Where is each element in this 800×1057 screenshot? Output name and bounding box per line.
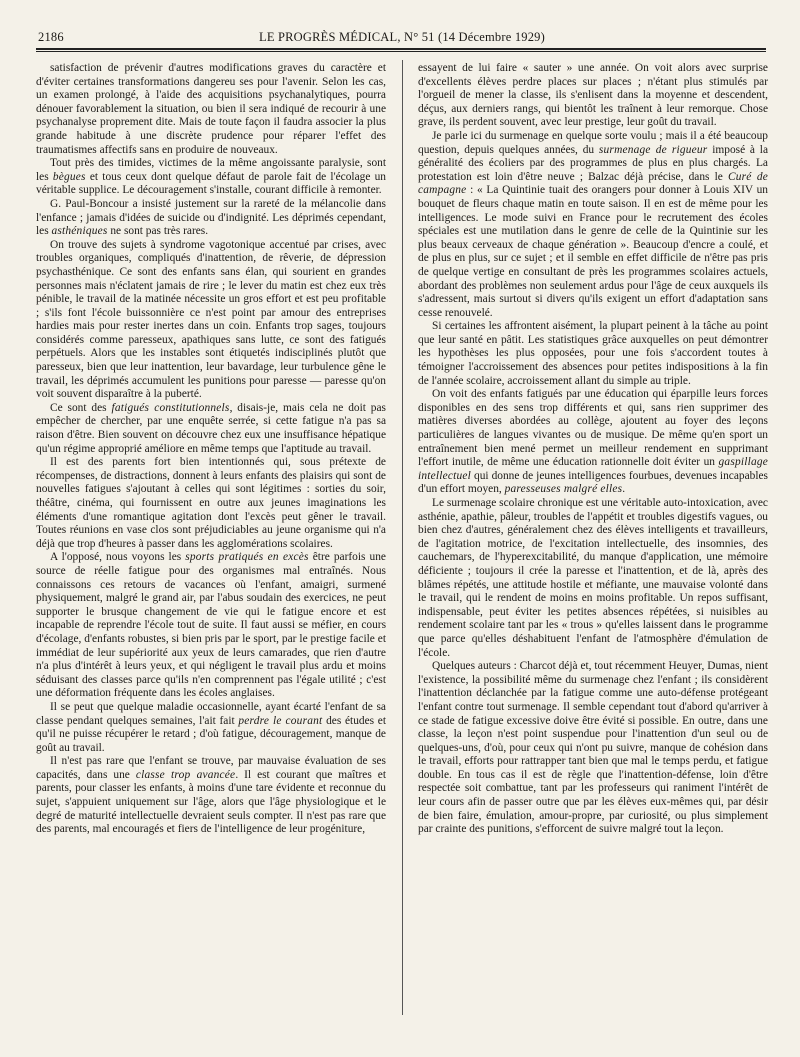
text-run: imposé à la généralité des écoliers par des programmes de plus en plus chargés. La protestation est loin d'être neuve ; Balzac déjà précise, dans le bbox=[418, 143, 768, 183]
text-run: , disais-je, mais cela ne doit pas empêcher de chercher, par une enquête serrée, si cette fatigue n'a pas sa raison d'être. Bien souvent on découvre chez eux une insuffisance hépatique qu'un régime approprié améliore en même temps que l'aptitude au travail. bbox=[36, 401, 386, 455]
text-run: . bbox=[622, 483, 626, 496]
paragraph bbox=[36, 157, 386, 198]
paragraph bbox=[36, 62, 386, 157]
text-run: Je parle ici du surmenage en quelque sorte voulu ; mais il a été beaucoup question, depuis quelques années, du bbox=[418, 129, 768, 156]
text-run: Le surmenage scolaire chronique est une véritable auto-intoxication, avec asthénie, apathie, pâleur, troubles de l'appétit et troubles digestifs vagues, ou bien chez d'autres, généralement chez des élèves intelligents et travailleurs, de l'agitation motrice, de l'excitation intellectuelle, des insomnies, des cauchemars, de l'hyperexcitabilité, du manque d'application, une mémoire déficiente ; toujours il crée la paresse et l'inattention, et de là, après des blâmes répétés, une attitude hostile et méfiante, une mauvaise volonté dans le travail, qui le rendent de moins en moins profitable. Un repos suffisant, indispensable, peut éviter les petites absences répétées, si nuisibles au rendement scolaire tant par les « trous » qu'elles laissent dans le programme que parce qu'elles déshabituent l'enfant de l'atmosphère d'émulation de l'école. bbox=[418, 497, 768, 659]
paragraph bbox=[36, 456, 386, 551]
right-column bbox=[418, 62, 768, 837]
paragraph bbox=[418, 130, 768, 320]
paragraph bbox=[418, 660, 768, 837]
paragraph bbox=[418, 62, 768, 130]
running-title: LE PROGRÈS MÉDICAL, N° 51 (14 Décembre 1929) bbox=[259, 30, 545, 44]
paragraph bbox=[36, 551, 386, 701]
italic-phrase: surmenage de rigueur bbox=[598, 143, 708, 156]
italic-phrase: sports pratiqués en excès bbox=[185, 551, 309, 564]
paragraph bbox=[36, 239, 386, 402]
paragraph bbox=[36, 402, 386, 456]
page-number: 2186 bbox=[38, 30, 64, 44]
text-run: : « La Quintinie tuait des orangers pour donner à Louis XIV un bouquet de fleurs chaque matin en toute saison. Il en est de même pour les intelligences. Le mode suivi en France pour le recrutement des écoles spéciales est une mutilation dans le genre de celle de la Quintinie sur les plus beaux cerveaux de chaque génération ». Beaucoup d'encre a coulé, et de plus en plus, sur ce sujet ; et il semble en effet difficile de n'être pas pris de quelque vertige en consultant de près les programmes scolaires actuels, abordant des problèmes non seulement ardus pour l'âge de ceux auxquels ils s'adressent, mais surtout si divers qu'ils exigent un effort d'adaptation sans cesse renouvelé. bbox=[418, 184, 768, 319]
italic-phrase: asthéniques bbox=[51, 225, 108, 238]
text-run: Ce sont des bbox=[50, 401, 112, 414]
text-run: On voit des enfants fatigués par une éducation qui éparpille leurs forces disponibles en des sens trop différents et qui, sans rien supprimer des matières diverses abordées au collège, ajoutent au foyer des leçons particulières de langues vivantes ou de musique. De même qu'en sport un entraînement bien mené permet un meilleur rendement en supprimant l'effort inutile, de même une éducation rationnelle doit éviter un bbox=[418, 388, 768, 469]
text-run: Quelques auteurs : Charcot déjà et, tout récemment Heuyer, Dumas, nient l'existence, la possibilité même du surmenage chez l'enfant ; ils considèrent l'inattention déclanchée par la fatigue comme une auto-défense protégeant l'enfant contre tout surmenage. Il semble cependant tout d'abord qu'arriver à ce stade de fatigue excessive doive être évité si possible. En outre, dans une classe, la leçon n'est point suspendue pour l'inattention d'un seul ou de quelques-uns, d'où, pour ceux qui n'ont pu suivre, manque de cohésion dans le travail, efforts pour rattrapper tant bien que mal le temps perdu, et fatigue double. En tous cas il est de règle que l'inattention-défense, loin d'être respectée soit combattue, tant par les professeurs qui raniment l'intérêt de leur cours afin de passer outre que par les élèves eux-mêmes qui, par désir de bien faire, émulation, amour-propre, par curiosité, ou plus simplement par crainte des punitions, s'efforcent de suivre malgré tout la leçon. bbox=[418, 660, 768, 836]
text-run: ne sont pas très rares. bbox=[107, 225, 209, 238]
text-run: G. Paul-Boncour a insisté justement sur la rareté de la mélancolie dans l'enfance ; jamais d'idées de suicide ou d'indignité. Les déprimés cependant, les bbox=[36, 197, 386, 238]
paragraph bbox=[418, 388, 768, 497]
italic-phrase: bègues bbox=[52, 170, 86, 183]
text-run: Il est des parents fort bien intentionnés qui, sous prétexte de récompenses, de distractions, donnent à leurs enfants des plaisirs qui sont de nouvelles fatigues s'ajoutant à celles qui sont légitimes : sorties du soir, théâtre, cinéma, qui fournissent en outre aux jeunes imaginations les éléments d'une romantique agitation dont l'excès peut gêner le travail. Toutes réunions en vase clos sont préjudiciables au jeune organisme qui n'a déjà que trop d'heures à passer dans les agglomérations scolaires. bbox=[36, 456, 386, 550]
text-run: des études et qu'il ne puisse récupérer le retard ; d'où fatigue, découragement, manque de goût au travail. bbox=[36, 714, 386, 754]
left-column bbox=[36, 62, 386, 837]
text-run: On trouve des sujets à syndrome vagotonique accentué par crises, avec troubles organiques, compliqués d'inattention, de rêverie, de dépression psychasthénique. Ce sont des enfants sans élan, qui sourient en grandes personnes mais n'éclatent jamais de rire ; le lever du matin est chez eux très pénible, le travail de la matinée nécessite un gros effort et est peu profitable ; s'ils font l'école buissonnière ce n'est point par amour des entreprises hardies mais pour rester inertes dans un coin. Enfants trop sages, toujours considérés comme paresseux, apathiques sans lutte, ce sont des fatigués perpétuels. Alors que les instables sont étiquetés indisciplinés plutôt que paresseux, bien que leur inattention, leur bavardage, leur turbulence gêne le travail, les déprimés accumulent les punitions pour paresse — paresse qu'on voit souvent disparaître à la puberté. bbox=[36, 238, 386, 401]
paragraph bbox=[418, 320, 768, 388]
italic-phrase: Curé de campagne bbox=[418, 170, 769, 197]
italic-phrase: classe trop avancée bbox=[135, 768, 236, 781]
italic-phrase: fatigués constitutionnels bbox=[111, 401, 230, 414]
text-run: satisfaction de prévenir d'autres modifications graves du caractère et d'éviter certaines transformations dangereu ses pour l'avenir. Selon les cas, un examen prolongé, à l'aide des acquisitions psychanalytiques, pourra dénouer favorablement la situation, ou bien il sera indiqué de recourir à une psychanalyse proprement dite. Mais de toute façon il faudra associer la plus grande habitude à une discrète prudence pour réparer l'effet des traumatismes affectifs sans en produire de nouveaux. bbox=[36, 62, 386, 156]
paragraph bbox=[36, 198, 386, 239]
italic-phrase: gaspillage intellectuel bbox=[418, 456, 768, 482]
paragraph bbox=[418, 497, 768, 660]
paragraph bbox=[36, 701, 386, 755]
column-divider bbox=[402, 60, 403, 1015]
text-run: A l'opposé, nous voyons les bbox=[50, 551, 186, 564]
text-run: qui donne de jeunes intelligences fourbues, devenues incapables d'un effort moyen, bbox=[418, 469, 768, 496]
text-run: être parfois une source de réelle fatigue pour des organismes mal entraînés. Nous connaissons ces retours de vacances où l'enfant, amaigri, surmené physiquement, malgré le grand air, par l'abus soudain des exercices, ne peut supporter le brusque changement de vie qui le fatigue encore et est incapable de reprendre l'école tout de suite. Il faut aussi se méfier, en cours d'écolage, d'enfants robustes, si bien pris par le sport, par le prestige facile et immédiat de leur supériorité aux yeux de leurs camarades, que rien d'autre n'a plus d'intérêt à leurs yeux, et qui négligent le travail plus ardu et moins séduisant des classes parce qu'ils n'en comprennent pas l'égale utilité ; c'est une déformation fréquente dans les écoles anglaises. bbox=[36, 551, 386, 700]
paragraph bbox=[36, 755, 386, 837]
italic-phrase: perdre le courant bbox=[238, 714, 323, 727]
text-run: Il n'est pas rare que l'enfant se trouve, par mauvaise évaluation de ses capacités, dans une bbox=[36, 755, 386, 781]
text-run: Tout près des timides, victimes de la même angoissante paralysie, sont les bbox=[36, 157, 386, 183]
text-run: essayent de lui faire « sauter » une année. On voit alors avec surprise d'excellents élèves perdre places sur places ; n'étant plus stimulés par l'orgueil de mener la classe, ils s'enlisent dans la moyenne et descendent, déçus, aux derniers rangs, qui bientôt les traînent à leur remorque. Chose grave, ils perdent souvent, avec leur prestige, leur goût du travail. bbox=[418, 62, 768, 129]
text-run: et tous ceux dont quelque défaut de parole fait de l'écolage un véritable supplice. Le découragement s'installe, courant difficile à remonter. bbox=[36, 170, 386, 197]
italic-phrase: paresseuses malgré elles bbox=[504, 483, 623, 496]
text-run: Il se peut que quelque maladie occasionnelle, ayant écarté l'enfant de sa classe pendant quelques semaines, l'ait fait bbox=[36, 700, 386, 727]
text-run: Si certaines les affrontent aisément, la plupart peinent à la tâche au point que leur santé en pâtit. Les statistiques grâce auxquelles on peut démontrer les hypothèses les plus opposées, pour une fois s'accordent toutes à témoigner l'accroissement des absences pour petites indispositions à la fin de l'année scolaire, accroissement allant du simple au triple. bbox=[418, 320, 768, 387]
header-rule bbox=[36, 48, 766, 52]
text-run: . Il est courant que maîtres et parents, pour classer les enfants, à moins d'une tare évidente et reconnue du sujet, s'appuient uniquement sur l'âge, alors que l'âge physiologique et le degré de maturité intellectuelle devraient seuls compter. Il n'est pas rare que des parents, mal encouragés et fiers de l'intelligence de leur progéniture, bbox=[36, 768, 386, 836]
